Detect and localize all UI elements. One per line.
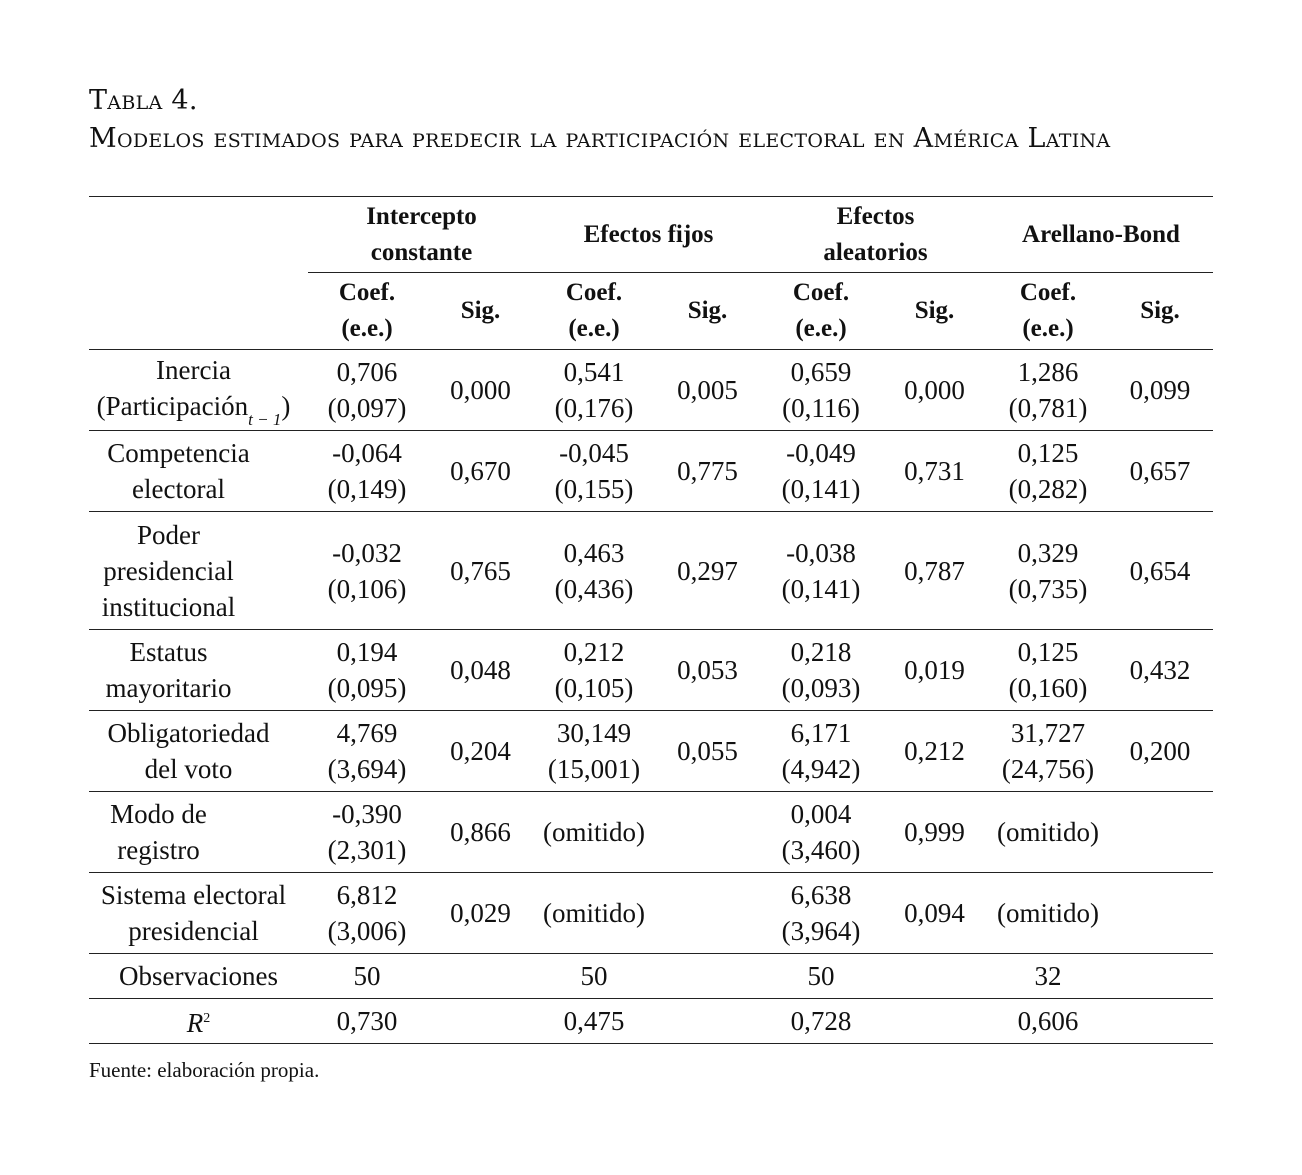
table-source: Fuente: elaboración propia. <box>89 1058 320 1082</box>
coef-cell: 0,218 (0,093) <box>762 630 880 711</box>
table-caption <box>89 82 1110 158</box>
coef-cell: 31,727 (24,756) <box>989 711 1107 792</box>
r2-cell: 0,728 <box>762 999 880 1044</box>
sig-cell: 0,019 <box>880 630 989 711</box>
sig-cell: 0,787 <box>880 512 989 630</box>
coef-cell: 1,286 (0,781) <box>989 350 1107 431</box>
table-label: Tabla 4. <box>89 85 198 116</box>
sig-cell: 0,000 <box>426 350 535 431</box>
coef-cell: -0,045 (0,155) <box>535 431 653 512</box>
table-row <box>89 350 1213 431</box>
sig-cell: 0,212 <box>880 711 989 792</box>
coef-cell: (omitido) <box>989 792 1107 873</box>
sig-cell: 0,055 <box>653 711 762 792</box>
row-label: Poder presidencial institucional <box>89 512 308 630</box>
sig-cell <box>653 792 762 873</box>
obs-cell: 50 <box>762 954 880 999</box>
coef-cell: 6,171 (4,942) <box>762 711 880 792</box>
table-row <box>89 711 1213 792</box>
sig-cell: 0,297 <box>653 512 762 630</box>
coef-cell: 6,812 (3,006) <box>308 873 426 954</box>
table-row <box>89 431 1213 512</box>
coef-cell: 30,149 (15,001) <box>535 711 653 792</box>
subheader-row <box>89 273 1213 350</box>
sig-cell: 0,432 <box>1107 630 1213 711</box>
coef-cell: 0,706 (0,097) <box>308 350 426 431</box>
sig-cell: 0,094 <box>880 873 989 954</box>
coef-cell: -0,032 (0,106) <box>308 512 426 630</box>
table-row <box>89 630 1213 711</box>
group-header: Arellano-Bond <box>989 197 1213 273</box>
sig-cell: 0,204 <box>426 711 535 792</box>
sig-cell: 0,000 <box>880 350 989 431</box>
sig-cell: 0,775 <box>653 431 762 512</box>
coef-header: Coef. (e.e.) <box>308 273 426 350</box>
sig-cell: 0,200 <box>1107 711 1213 792</box>
sig-cell: 0,999 <box>880 792 989 873</box>
r2-cell: 0,475 <box>535 999 653 1044</box>
coef-cell: 0,212 (0,105) <box>535 630 653 711</box>
coef-cell: 6,638 (3,964) <box>762 873 880 954</box>
coef-cell: (omitido) <box>535 792 653 873</box>
r2-row <box>89 999 1213 1044</box>
observations-row <box>89 954 1213 999</box>
coef-cell: -0,390 (2,301) <box>308 792 426 873</box>
sig-header: Sig. <box>880 273 989 350</box>
coef-cell: -0,038 (0,141) <box>762 512 880 630</box>
obs-cell: 50 <box>308 954 426 999</box>
sig-cell <box>653 873 762 954</box>
coef-header: Coef. (e.e.) <box>989 273 1107 350</box>
coef-cell: 0,659 (0,116) <box>762 350 880 431</box>
coef-cell: 0,125 (0,160) <box>989 630 1107 711</box>
sig-cell: 0,029 <box>426 873 535 954</box>
sig-cell <box>1107 792 1213 873</box>
table-row <box>89 512 1213 630</box>
coef-cell: 4,769 (3,694) <box>308 711 426 792</box>
row-label: Sistema electoral presidencial <box>89 873 308 954</box>
sig-cell: 0,099 <box>1107 350 1213 431</box>
obs-cell: 32 <box>989 954 1107 999</box>
coef-cell: -0,064 (0,149) <box>308 431 426 512</box>
sig-header: Sig. <box>653 273 762 350</box>
sig-cell: 0,670 <box>426 431 535 512</box>
sig-header: Sig. <box>1107 273 1213 350</box>
sig-cell: 0,657 <box>1107 431 1213 512</box>
row-label: Competencia electoral <box>89 431 308 512</box>
sig-cell: 0,654 <box>1107 512 1213 630</box>
table-title: Modelos estimados para predecir la participación electoral en América Latina <box>89 123 1111 154</box>
coef-cell: 0,194 (0,095) <box>308 630 426 711</box>
coef-header: Coef. (e.e.) <box>535 273 653 350</box>
results-table <box>89 196 1213 1044</box>
sig-cell: 0,731 <box>880 431 989 512</box>
sig-cell: 0,053 <box>653 630 762 711</box>
row-label: Estatus mayoritario <box>89 630 308 711</box>
sig-cell: 0,005 <box>653 350 762 431</box>
corner-cell <box>89 197 308 273</box>
coef-cell: 0,004 (3,460) <box>762 792 880 873</box>
r2-cell: 0,606 <box>989 999 1107 1044</box>
sig-cell: 0,048 <box>426 630 535 711</box>
coef-cell: (omitido) <box>989 873 1107 954</box>
coef-cell: 0,541 (0,176) <box>535 350 653 431</box>
sig-cell: 0,765 <box>426 512 535 630</box>
group-header: Efectos fijos <box>535 197 762 273</box>
coef-header: Coef. (e.e.) <box>762 273 880 350</box>
row-label: $R^2$ <box>89 999 308 1044</box>
sig-header: Sig. <box>426 273 535 350</box>
coef-cell: 0,125 (0,282) <box>989 431 1107 512</box>
sig-cell <box>1107 873 1213 954</box>
table-row <box>89 792 1213 873</box>
group-header: Efectos aleatorios <box>762 197 989 273</box>
row-label: Obligatoriedad del voto <box>89 711 308 792</box>
coef-cell: (omitido) <box>535 873 653 954</box>
obs-cell: 50 <box>535 954 653 999</box>
row-label: Modo de registro <box>89 792 308 873</box>
group-header: Intercepto constante <box>308 197 535 273</box>
r2-cell: 0,730 <box>308 999 426 1044</box>
group-header-row <box>89 197 1213 273</box>
row-label: Inercia (Participación$_{t - 1}$) <box>89 350 308 431</box>
table-row <box>89 873 1213 954</box>
coef-cell: -0,049 (0,141) <box>762 431 880 512</box>
sig-cell: 0,866 <box>426 792 535 873</box>
row-label: Observaciones <box>89 954 308 999</box>
coef-cell: 0,329 (0,735) <box>989 512 1107 630</box>
coef-cell: 0,463 (0,436) <box>535 512 653 630</box>
